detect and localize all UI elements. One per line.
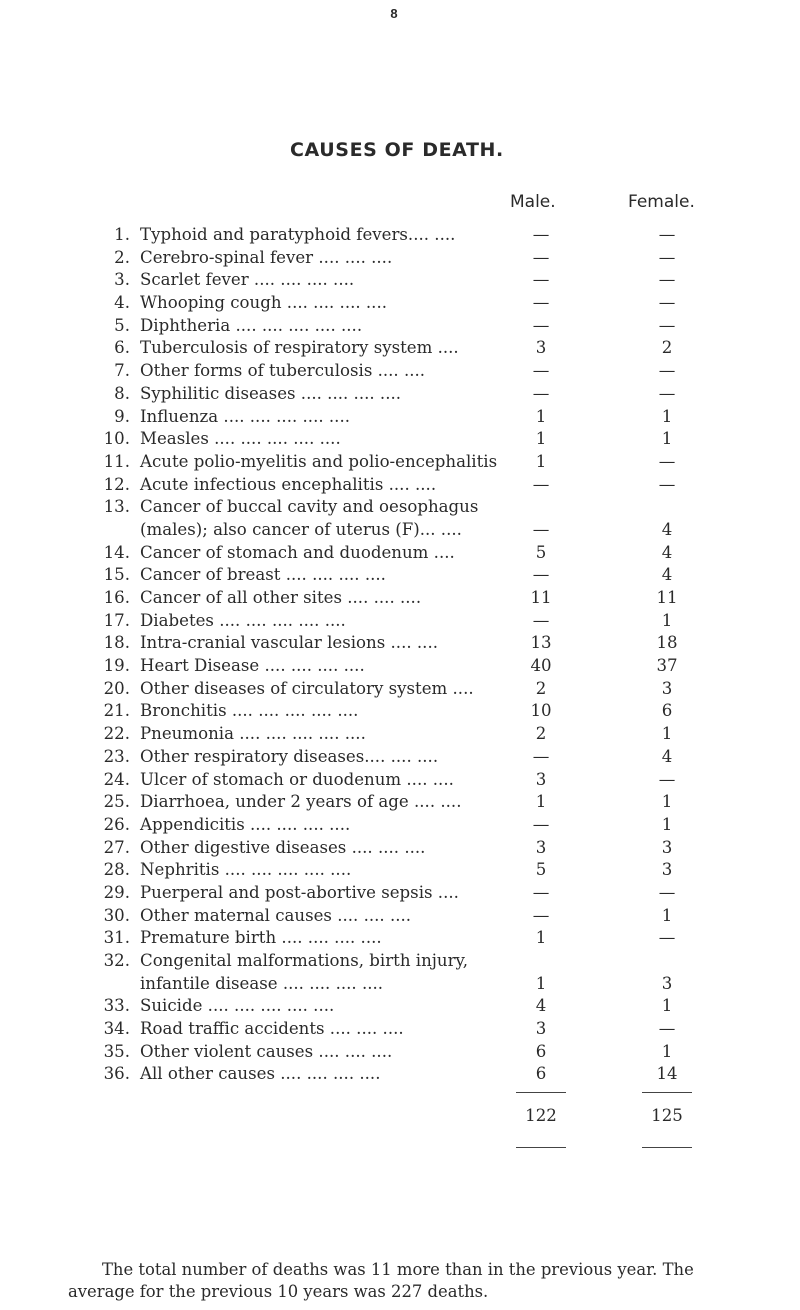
male-count: 1 (535, 406, 547, 426)
table-row (0, 1041, 800, 1064)
subtotal-rule-male (516, 1092, 566, 1093)
row-number: 23. (103, 746, 130, 766)
female-count: 1 (661, 905, 673, 925)
table-row (0, 564, 800, 587)
female-count: — (658, 769, 676, 789)
male-count: 3 (535, 1019, 547, 1039)
female-count: 1 (661, 610, 673, 630)
table-row (0, 247, 800, 270)
row-number: 18. (103, 633, 130, 653)
cause-label: Other violent causes .... .... .... (140, 1041, 393, 1061)
cause-label: Intra-cranial vascular lesions .... .... (140, 633, 438, 653)
row-number: 16. (103, 588, 130, 608)
female-count: — (658, 474, 676, 494)
female-count: 4 (661, 542, 673, 562)
cause-label: Other diseases of circulatory system .... (140, 678, 474, 698)
table-row (0, 859, 800, 882)
table-row (0, 496, 800, 541)
cause-label: All other causes .... .... .... .... (140, 1064, 381, 1084)
cause-label: Diphtheria .... .... .... .... .... (140, 315, 363, 335)
female-count: — (658, 225, 676, 244)
summary-note: The total number of deaths was 11 more than in the previous year. The average for the previous 10 years was 227 deaths. (68, 1260, 694, 1301)
table-row (0, 1018, 800, 1041)
cause-label: Puerperal and post-abortive sepsis .... (140, 882, 459, 902)
row-number: 25. (103, 792, 130, 812)
cause-label: Cancer of stomach and duodenum .... (140, 542, 455, 562)
cause-label: Tuberculosis of respiratory system .... (140, 338, 459, 358)
table-row (0, 406, 800, 429)
female-count: 4 (661, 519, 673, 539)
cause-label: Heart Disease .... .... .... .... (140, 656, 365, 676)
cause-label: Acute infectious encephalitis .... .... (140, 474, 437, 494)
male-count: — (532, 610, 550, 630)
female-count: — (658, 1019, 676, 1039)
table-row (0, 678, 800, 701)
table-row (0, 474, 800, 497)
row-number: 31. (103, 928, 130, 948)
cause-label: Other maternal causes .... .... .... (140, 905, 412, 925)
cause-label: Road traffic accidents .... .... .... (140, 1019, 404, 1039)
row-number: 34. (103, 1019, 130, 1039)
table-row (0, 428, 800, 451)
cause-label: Nephritis .... .... .... .... .... (140, 860, 352, 880)
table-row (0, 451, 800, 474)
female-count: 18 (656, 633, 678, 653)
row-number: 27. (103, 837, 130, 857)
male-count: 5 (535, 860, 547, 880)
table-row (0, 269, 800, 292)
table-row (0, 723, 800, 746)
male-count: — (532, 474, 550, 494)
row-number: 17. (103, 610, 130, 630)
male-count: — (532, 270, 550, 290)
male-count: 3 (535, 769, 547, 789)
cause-label: Pneumonia .... .... .... .... .... (140, 724, 366, 744)
male-count: 1 (535, 451, 547, 471)
row-number: 35. (103, 1041, 130, 1061)
cause-label: Syphilitic diseases .... .... .... .... (140, 383, 402, 403)
row-number: 19. (103, 656, 130, 676)
male-count: 3 (535, 338, 547, 358)
row-number: 5. (114, 315, 130, 335)
row-number: 9. (114, 406, 130, 426)
female-column-header: Female. (628, 192, 695, 212)
female-count: 1 (661, 724, 673, 744)
female-count: 2 (661, 338, 673, 358)
row-number: 30. (103, 905, 130, 925)
male-count: 11 (530, 588, 552, 608)
table-row (0, 882, 800, 905)
male-count: 13 (530, 633, 552, 653)
female-count: 4 (661, 746, 673, 766)
female-count: 3 (661, 837, 673, 857)
total-rule-male (516, 1147, 566, 1148)
female-count: 1 (661, 429, 673, 449)
table-row (0, 814, 800, 837)
male-count: 6 (535, 1064, 547, 1084)
row-number: 36. (103, 1064, 130, 1084)
row-number: 28. (103, 860, 130, 880)
table-row (0, 995, 800, 1018)
row-number: 3. (114, 270, 130, 290)
table-row (0, 292, 800, 315)
female-count: — (658, 451, 676, 471)
row-number: 32. (103, 951, 130, 971)
female-count: 11 (656, 588, 678, 608)
male-column-header: Male. (510, 192, 556, 212)
female-count: — (658, 315, 676, 335)
cause-label: Premature birth .... .... .... .... (140, 928, 382, 948)
male-count: 2 (535, 724, 547, 744)
table-row (0, 950, 800, 995)
female-count: 6 (661, 701, 673, 721)
table-row (0, 315, 800, 338)
total-male: 122 (525, 1106, 557, 1125)
female-count: 1 (661, 814, 673, 834)
male-count: — (532, 565, 550, 585)
male-count: — (532, 315, 550, 335)
cause-label: Bronchitis .... .... .... .... .... (140, 701, 359, 721)
table-row (0, 610, 800, 633)
row-number: 13. (103, 497, 130, 517)
male-count: 2 (535, 678, 547, 698)
subtotal-rule-female (642, 1092, 692, 1093)
male-count: 1 (535, 973, 547, 993)
table-row (0, 837, 800, 860)
cause-label: Other forms of tuberculosis .... .... (140, 361, 426, 381)
male-count: 1 (535, 792, 547, 812)
male-count: 10 (530, 701, 552, 721)
female-count: — (658, 247, 676, 267)
male-count: — (532, 746, 550, 766)
table-row (0, 360, 800, 383)
cause-label: Scarlet fever .... .... .... .... (140, 270, 355, 290)
cause-label: Congenital malformations, birth injury, infantile disease .... .... .... .... (140, 951, 468, 993)
male-count: 4 (535, 996, 547, 1016)
row-number: 26. (103, 814, 130, 834)
cause-label: Cancer of breast .... .... .... .... (140, 565, 386, 585)
cause-label: Other respiratory diseases.... .... .... (140, 746, 439, 766)
table-row (0, 746, 800, 769)
row-number: 4. (114, 293, 130, 313)
row-number: 22. (103, 724, 130, 744)
female-count: — (658, 383, 676, 403)
row-number: 21. (103, 701, 130, 721)
female-count: — (658, 293, 676, 313)
cause-label: Cerebro-spinal fever .... .... .... (140, 247, 393, 267)
male-count: 1 (535, 928, 547, 948)
female-count: 37 (656, 656, 678, 676)
row-number: 14. (103, 542, 130, 562)
female-count: 1 (661, 792, 673, 812)
female-count: — (658, 882, 676, 902)
row-number: 6. (114, 338, 130, 358)
row-number: 24. (103, 769, 130, 789)
row-number: 1. (114, 225, 130, 244)
cause-label: Cancer of all other sites .... .... .... (140, 588, 422, 608)
row-number: 10. (103, 429, 130, 449)
male-count: — (532, 293, 550, 313)
female-count: — (658, 928, 676, 948)
table-row (0, 791, 800, 814)
female-count: 4 (661, 565, 673, 585)
male-count: 1 (535, 429, 547, 449)
page-number: 8 (390, 6, 398, 21)
row-number: 11. (103, 451, 130, 471)
male-count: — (532, 814, 550, 834)
table-row (0, 927, 800, 950)
row-number: 8. (114, 383, 130, 403)
row-number: 29. (103, 882, 130, 902)
female-count: 3 (661, 860, 673, 880)
male-count: — (532, 882, 550, 902)
cause-label: Diarrhoea, under 2 years of age .... .... (140, 792, 462, 812)
table-row (0, 337, 800, 360)
cause-label: Influenza .... .... .... .... .... (140, 406, 351, 426)
male-count: 3 (535, 837, 547, 857)
cause-label: Diabetes .... .... .... .... .... (140, 610, 346, 630)
table-row (0, 587, 800, 610)
total-rule-female (642, 1147, 692, 1148)
female-count: 1 (661, 996, 673, 1016)
row-number: 7. (114, 361, 130, 381)
table-row (0, 632, 800, 655)
male-count: 6 (535, 1041, 547, 1061)
male-count: — (532, 383, 550, 403)
page-title: CAUSES OF DEATH. (290, 139, 504, 161)
causes-table (0, 224, 800, 1086)
male-count: — (532, 519, 550, 539)
female-count: 1 (661, 406, 673, 426)
table-row (0, 1063, 800, 1086)
row-number: 2. (114, 247, 130, 267)
cause-label: Typhoid and paratyphoid fevers.... .... (140, 225, 456, 244)
cause-label: Ulcer of stomach or duodenum .... .... (140, 769, 454, 789)
female-count: 3 (661, 678, 673, 698)
cause-label: Measles .... .... .... .... .... (140, 429, 341, 449)
cause-label: Cancer of buccal cavity and oesophagus (males); also cancer of uterus (F)... .... (140, 497, 479, 539)
female-count: 14 (656, 1064, 678, 1084)
table-row (0, 224, 800, 247)
table-row (0, 542, 800, 565)
table-row (0, 383, 800, 406)
row-number: 15. (103, 565, 130, 585)
table-row (0, 655, 800, 678)
male-count: 40 (530, 656, 552, 676)
table-row (0, 700, 800, 723)
female-count: 1 (661, 1041, 673, 1061)
cause-label: Appendicitis .... .... .... .... (140, 814, 351, 834)
cause-label: Whooping cough .... .... .... .... (140, 293, 388, 313)
cause-label: Acute polio-myelitis and polio-encephalitis (140, 451, 498, 471)
row-number: 33. (103, 996, 130, 1016)
total-female: 125 (651, 1106, 683, 1125)
male-count: — (532, 905, 550, 925)
male-count: — (532, 361, 550, 381)
cause-label: Other digestive diseases .... .... .... (140, 837, 426, 857)
table-row (0, 769, 800, 792)
row-number: 12. (103, 474, 130, 494)
male-count: — (532, 225, 550, 244)
row-number: 20. (103, 678, 130, 698)
male-count: — (532, 247, 550, 267)
table-row (0, 905, 800, 928)
female-count: 3 (661, 973, 673, 993)
cause-label: Suicide .... .... .... .... .... (140, 996, 335, 1016)
male-count: 5 (535, 542, 547, 562)
female-count: — (658, 270, 676, 290)
female-count: — (658, 361, 676, 381)
